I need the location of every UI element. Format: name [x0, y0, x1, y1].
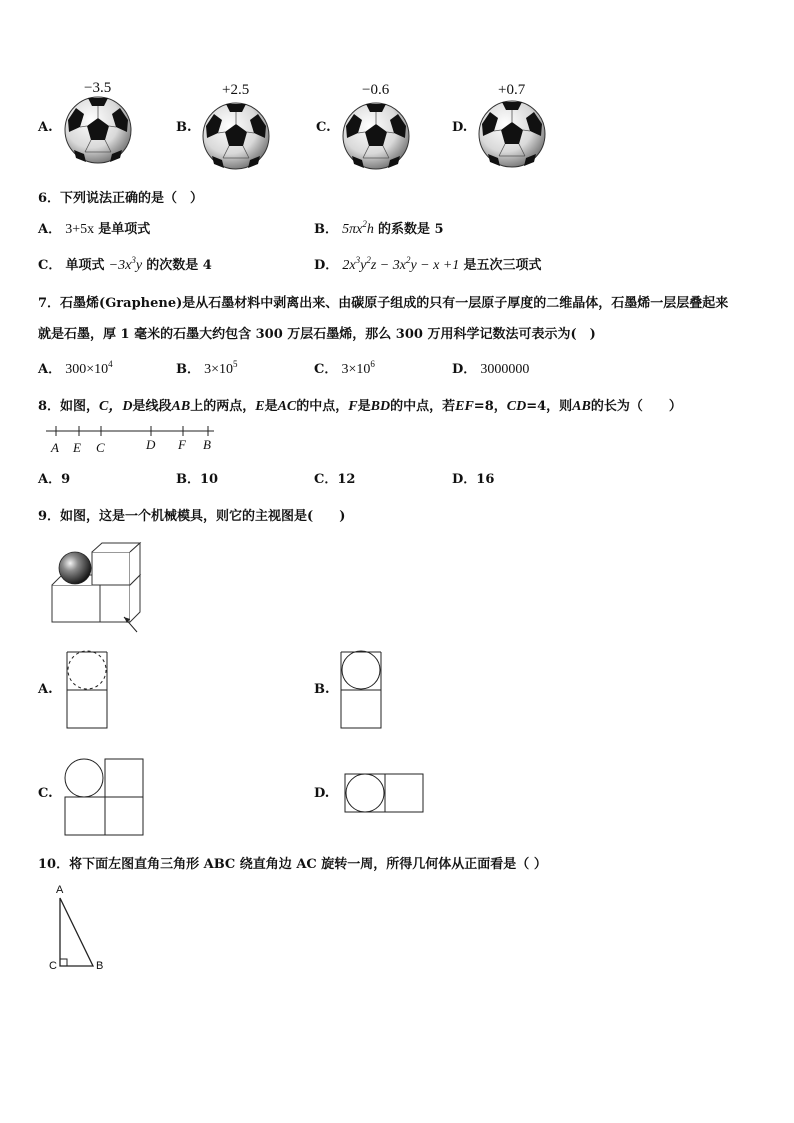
q7-option-b-value: $3\times 10^5$ [204, 359, 238, 377]
q9-option-b-label[interactable]: B. [314, 682, 330, 697]
q10-vertex-a: A [56, 884, 64, 896]
q8-point-b: B [203, 437, 211, 452]
q6-option-a-text: 是单项式 [98, 222, 151, 237]
q5-option-b-value: +2.5 [222, 82, 250, 98]
q5-option-d-label[interactable]: D. [452, 120, 468, 135]
q6-option-c-expr: $-3x^3y$ [108, 255, 143, 273]
q7-option-c-label: C． [314, 362, 338, 377]
q7-option-a-label: A． [38, 362, 62, 377]
q7-option-d-value: 3000000 [480, 362, 530, 377]
q9-option-a-label[interactable]: A. [38, 682, 53, 697]
q6-option-d-label: D． [314, 258, 339, 273]
q8-point-f: F [178, 437, 186, 452]
q6-option-d-expr: $2x^3y^2z - 3x^2y - x +1$ [342, 255, 460, 273]
q6-option-c-text1: 单项式 [65, 258, 105, 273]
q7-option-b-label: B． [176, 362, 200, 377]
q8-option-c[interactable]: C．12 [314, 472, 356, 487]
q8-option-a[interactable]: A．9 [38, 472, 71, 487]
q7-option-a-value: $300\times 10^4$ [65, 359, 113, 377]
q8-stem: 8．如图，C，D是线段AB上的两点，E是AC的中点，F是BD的中点，若EF=8，CD=4，则AB的长为（ ） [38, 399, 682, 414]
q10-vertex-c: C [49, 960, 57, 972]
q8-point-c: C [96, 440, 105, 455]
q8-point-e: E [73, 440, 81, 455]
q7-option-d-label: D． [452, 362, 477, 377]
q8-option-b[interactable]: B．10 [176, 472, 219, 487]
q6-option-b-text: 的系数是 5 [378, 222, 444, 237]
q5-option-d-value: +0.7 [498, 82, 526, 98]
q10-vertex-b: B [96, 960, 104, 972]
q5-option-a-label[interactable]: A. [38, 120, 53, 135]
q7-option-c-value: $3\times 10^6$ [341, 359, 375, 377]
q6-option-d-text: 是五次三项式 [463, 258, 542, 273]
q6-option-b-expr: $5\pi x^2h$ [342, 219, 374, 237]
q7-stem-line1: 7．石墨烯(Graphene)是从石墨材料中剥离出来、由碳原子组成的只有一层原子厚度的二维晶体，石墨烯一层层叠起来 [38, 296, 729, 311]
q5-option-b-label[interactable]: B. [176, 120, 192, 135]
q8-point-a: A [51, 440, 59, 455]
q6-option-c-label: C． [38, 258, 62, 273]
q8-option-d[interactable]: D．16 [452, 472, 495, 487]
q6-option-c-text2: 的次数是 4 [146, 258, 212, 273]
q5-option-c-label[interactable]: C. [316, 120, 331, 135]
q10-stem: 10．将下面左图直角三角形 ABC 绕直角边 AC 旋转一周，所得几何体从正面看是（ ） [38, 857, 547, 872]
q7-stem-line2: 就是石墨，厚 1 毫米的石墨大约包含 300 万层石墨烯，那么 300 万用科学记数法可表示为( ) [38, 327, 596, 342]
q5-option-a-value: −3.5 [84, 80, 112, 96]
q9-option-c-label[interactable]: C. [38, 786, 53, 801]
q6-option-b-label: B． [314, 222, 338, 237]
q9-stem: 9．如图，这是一个机械模具，则它的主视图是( ) [38, 509, 346, 524]
q6-stem: 6．下列说法正确的是（ ） [38, 191, 204, 206]
q5-option-c-value: −0.6 [362, 82, 390, 98]
q6-option-a-label: A． [38, 222, 62, 237]
q6-option-a-expr: 3+5x [65, 222, 95, 237]
q9-option-d-label[interactable]: D. [314, 786, 330, 801]
q8-point-d: D [146, 437, 156, 452]
